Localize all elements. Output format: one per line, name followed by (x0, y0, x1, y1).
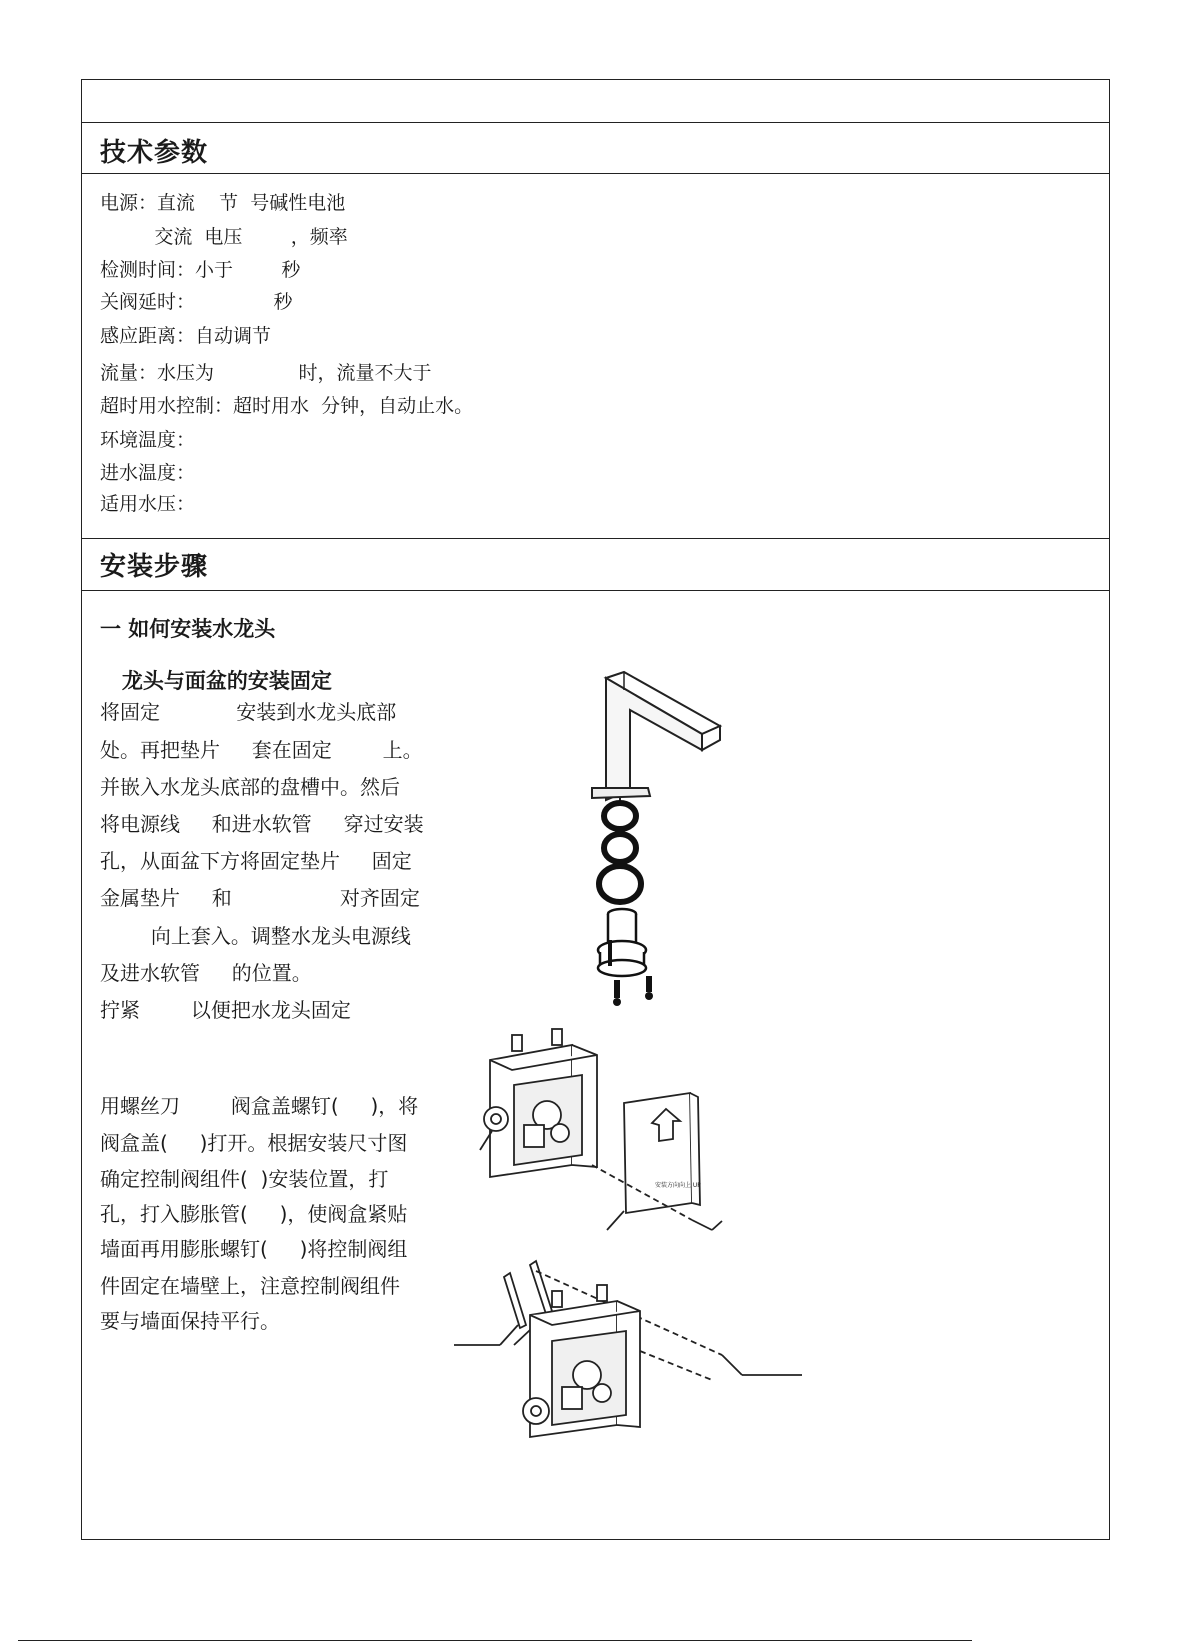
divider (82, 590, 1109, 591)
step2-line: 孔，打入膨胀管( )，使阀盒紧贴 (100, 1202, 408, 1226)
spec-line: 环境温度： (100, 429, 196, 451)
spec-line: 交流 电压 ，频率 (100, 226, 348, 248)
spec-line: 适用水压： (100, 493, 196, 515)
footer-rule (18, 1640, 972, 1641)
step1-line: 向上套入。调整水龙头电源线 (100, 924, 411, 948)
page-frame (81, 79, 1110, 1540)
spec-line: 进水温度： (100, 462, 196, 484)
step1-line: 孔，从面盆下方将固定垫片 固定 (100, 849, 412, 873)
step1-line: 将固定 安装到水龙头底部 (100, 700, 397, 724)
step1-line: 及进水软管 的位置。 (100, 961, 312, 985)
cover-label: 安装方向向上 UP (655, 1182, 701, 1189)
step2-line: 件固定在墙壁上，注意控制阀组件 (100, 1274, 400, 1298)
divider (82, 173, 1109, 174)
step1-line: 将电源线 和进水软管 穿过安装 (100, 812, 424, 836)
valve-box-diagram (452, 1015, 812, 1525)
step2-line: 用螺丝刀 阀盒盖螺钉( )，将 (100, 1094, 419, 1118)
step2-line: 确定控制阀组件( )安装位置，打 (100, 1167, 389, 1191)
step2-line: 要与墙面保持平行。 (100, 1309, 280, 1333)
step1-line: 并嵌入水龙头底部的盘槽中。然后 (100, 775, 400, 799)
spec-line: 超时用水控制：超时用水 分钟，自动止水。 (100, 395, 474, 417)
step1-title: 一 如何安装水龙头 (100, 617, 276, 641)
faucet-exploded-diagram (552, 670, 772, 1010)
divider (82, 538, 1109, 539)
spec-line: 流量：水压为 时，流量不大于 (100, 362, 432, 384)
section-title-install: 安装步骤 (100, 552, 209, 582)
spec-line: 电源：直流 节 号碱性电池 (100, 192, 346, 214)
step1-line: 处。再把垫片 套在固定 上。 (100, 738, 423, 762)
step1-line: 拧紧 以便把水龙头固定 (100, 998, 351, 1022)
step2-line: 墙面再用膨胀螺钉( )将控制阀组 (100, 1237, 408, 1261)
spec-line: 检测时间：小于 秒 (100, 259, 301, 281)
divider (82, 122, 1109, 123)
step1-subtitle: 龙头与面盆的安装固定 (100, 669, 332, 693)
spec-line: 关阀延时： 秒 (100, 291, 293, 313)
section-title-specs: 技术参数 (100, 138, 209, 168)
spec-line: 感应距离：自动调节 (100, 325, 272, 347)
step1-line: 金属垫片 和 对齐固定 (100, 886, 420, 910)
step2-line: 阀盒盖( )打开。根据安装尺寸图 (100, 1131, 408, 1155)
